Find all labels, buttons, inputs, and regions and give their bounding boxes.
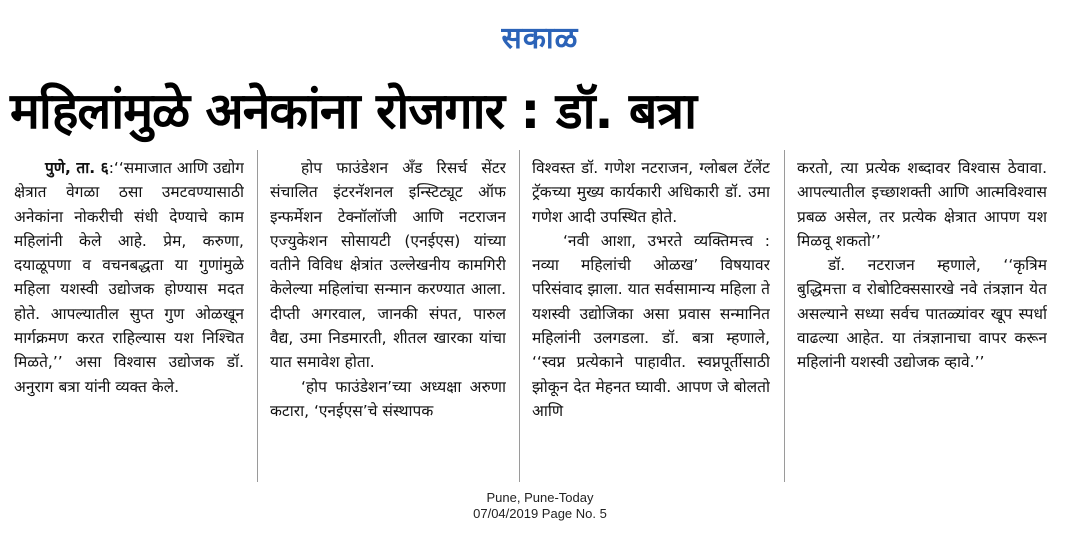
article-paragraph: होप फाउंडेशन अँड रिसर्च सेंटर संचालित इंटरनॅशनल इन्स्टिट्यूट ऑफ इन्फर्मेशन टेक्नॉलॉजी आणि नटराजन एज्युकेशन सोसायटी (एनईएस) यांच्या वतीने विविध क्षेत्रांत उल्लेखनीय कामगिरी केलेल्या महिलांचा सन्मान करण्यात आला. दीप्ती अगरवाल, जानकी संपत, पारुल वैद्य, उमा निडमारती, शीतल खारका यांचा यात समावेश होता. [270,159,506,372]
article-column-2 [270,156,506,488]
article-paragraph: ‘नवी आशा, उभरते व्यक्तिमत्त्व : नव्या महिलांची ओळख’ विषयावर परिसंवाद झाला. यात सर्वसामान्य महिला ते यशस्वी उद्योजिका असा प्रवास सन्मानित महिलांनी उलगडला. डॉ. बत्रा म्हणाले, ‘‘स्वप्न प्रत्येकाने पाहावीत. स्वप्नपूर्तीसाठी झोकून देत मेहनत घ्यावी. आपण जे बोलतो आणि [532,231,770,420]
footer-edition: Pune, Pune-Today [486,490,594,505]
article-column-3 [532,156,770,488]
article-column-1 [14,156,244,488]
footer-date-page: 07/04/2019 Page No. 5 [473,506,607,521]
dateline-colon: : [108,159,114,177]
article-column-4 [797,156,1047,488]
article-paragraph: ‘होप फाउंडेशन’च्या अध्यक्षा अरुणा कटारा, ‘एनईएस’चे संस्थापक [270,377,506,420]
article-paragraph [14,156,244,399]
page-footer [0,490,1080,522]
newspaper-masthead: सकाळ [501,21,579,56]
article-paragraph: डॉ. नटराजन म्हणाले, ‘‘कृत्रिम बुद्धिमत्ता व रोबोटिक्ससारखे नवे तंत्रज्ञान येत असल्याने सध्या सर्वच पातळ्यांवर खूप स्पर्धा वाढल्या आहेत. या तंत्रज्ञानाचा वापर करून महिलांनी यशस्वी उद्योजक व्हावे.’’ [797,256,1047,372]
article-headline: महिलांमुळे अनेकांना रोजगार : डॉ. बत्रा [10,82,697,140]
article-body [0,156,1080,492]
dateline: पुणे, ता. ६ [45,159,109,177]
article-paragraph: करतो, त्या प्रत्येक शब्दावर विश्वास ठेवावा. आपल्यातील इच्छाशक्ती आणि आत्मविश्वास प्रबळ असेल, तर प्रत्येक क्षेत्रात आपण यश मिळवू शकतो’’ [797,159,1047,250]
article-paragraph: विश्वस्त डॉ. गणेश नटराजन, ग्लोबल टॅलेंट ट्रॅकच्या मुख्य कार्यकारी अधिकारी डॉ. उमा गणेश आदी उपस्थित होते. [532,159,770,226]
paragraph-text: ‘‘समाजात आणि उद्योग क्षेत्रात वेगळा ठसा उमटवण्यासाठी अनेकांना नोकरीची संधी देण्याचे काम महिलांनी केले आहे. प्रेम, करुणा, दयाळूपणा व वचनबद्धता या गुणांमुळे महिला यशस्वी उद्योजक होण्यास मदत होते. आपल्यातील सुप्त गुण ओळखून मार्गक्रमण करत राहिल्यास यश निश्चित मिळते,’’ असा विश्वास उद्योजक डॉ. अनुराग बत्रा यांनी व्यक्त केले. [14,159,244,396]
